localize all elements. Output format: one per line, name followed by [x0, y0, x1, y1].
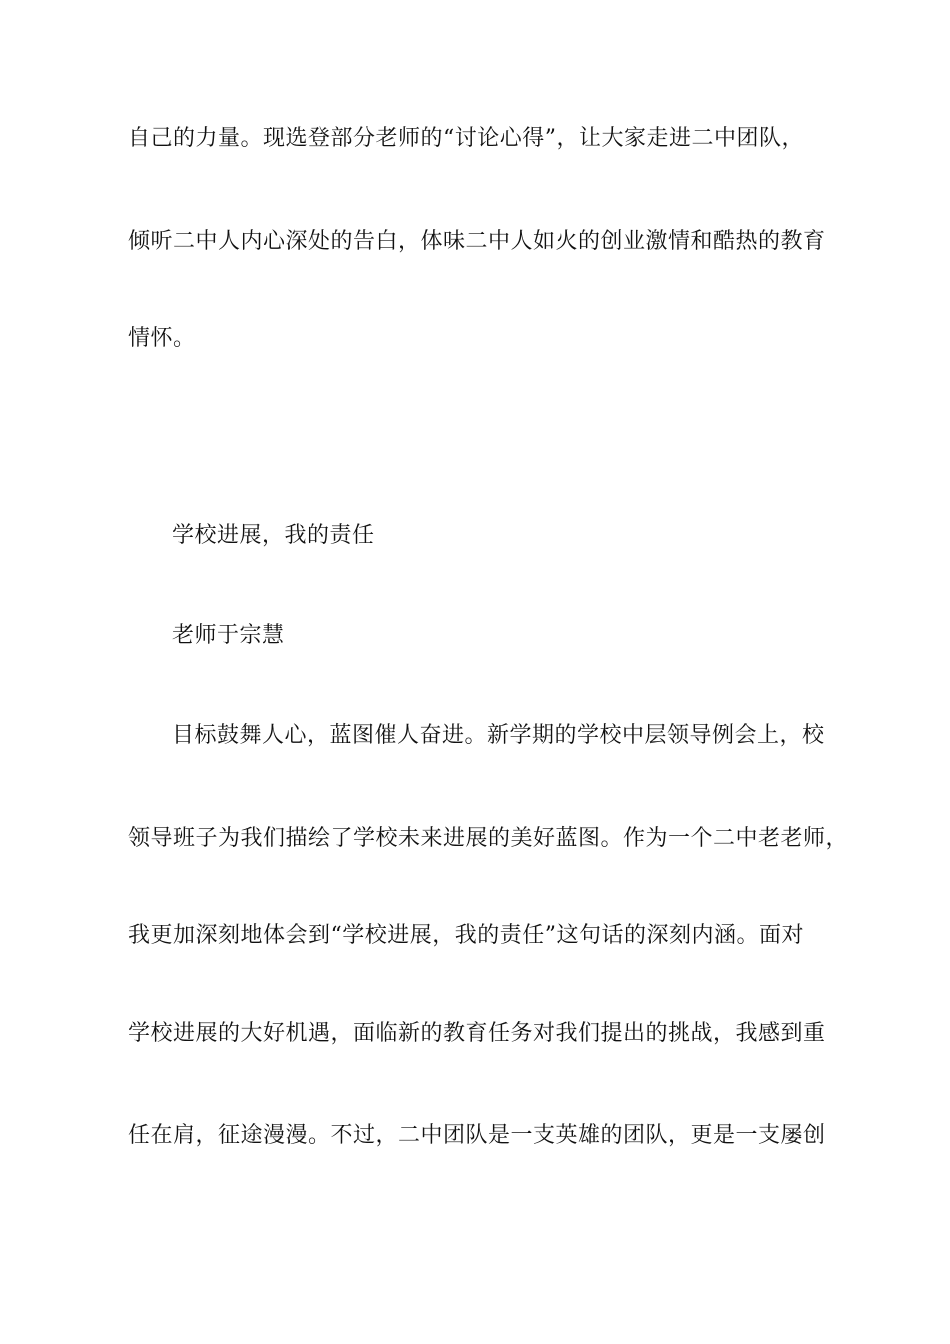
section-title: 学校进展，我的责任 [172, 523, 375, 548]
intro-line-2: 倾听二中人内心深处的告白，体味二中人如火的创业激情和酷热的教育 [128, 229, 826, 254]
author-line: 老师于宗慧 [172, 623, 285, 648]
body-line-3: 我更加深刻地体会到“学校进展，我的责任”这句话的深刻内涵。面对 [128, 923, 804, 948]
body-line-1: 目标鼓舞人心，蓝图催人奋进。新学期的学校中层领导例会上，校 [172, 723, 825, 748]
body-line-2: 领导班子为我们描绘了学校未来进展的美好蓝图。作为一个二中老老师， [128, 826, 849, 851]
body-line-5: 任在肩，征途漫漫。不过，二中团队是一支英雄的团队，更是一支屡创 [128, 1123, 826, 1148]
body-line-4: 学校进展的大好机遇，面临新的教育任务对我们提出的挑战，我感到重 [128, 1021, 826, 1046]
intro-line-3: 情怀。 [128, 326, 196, 351]
intro-line-1: 自己的力量。现选登部分老师的“讨论心得”，让大家走进二中团队， [128, 126, 804, 151]
